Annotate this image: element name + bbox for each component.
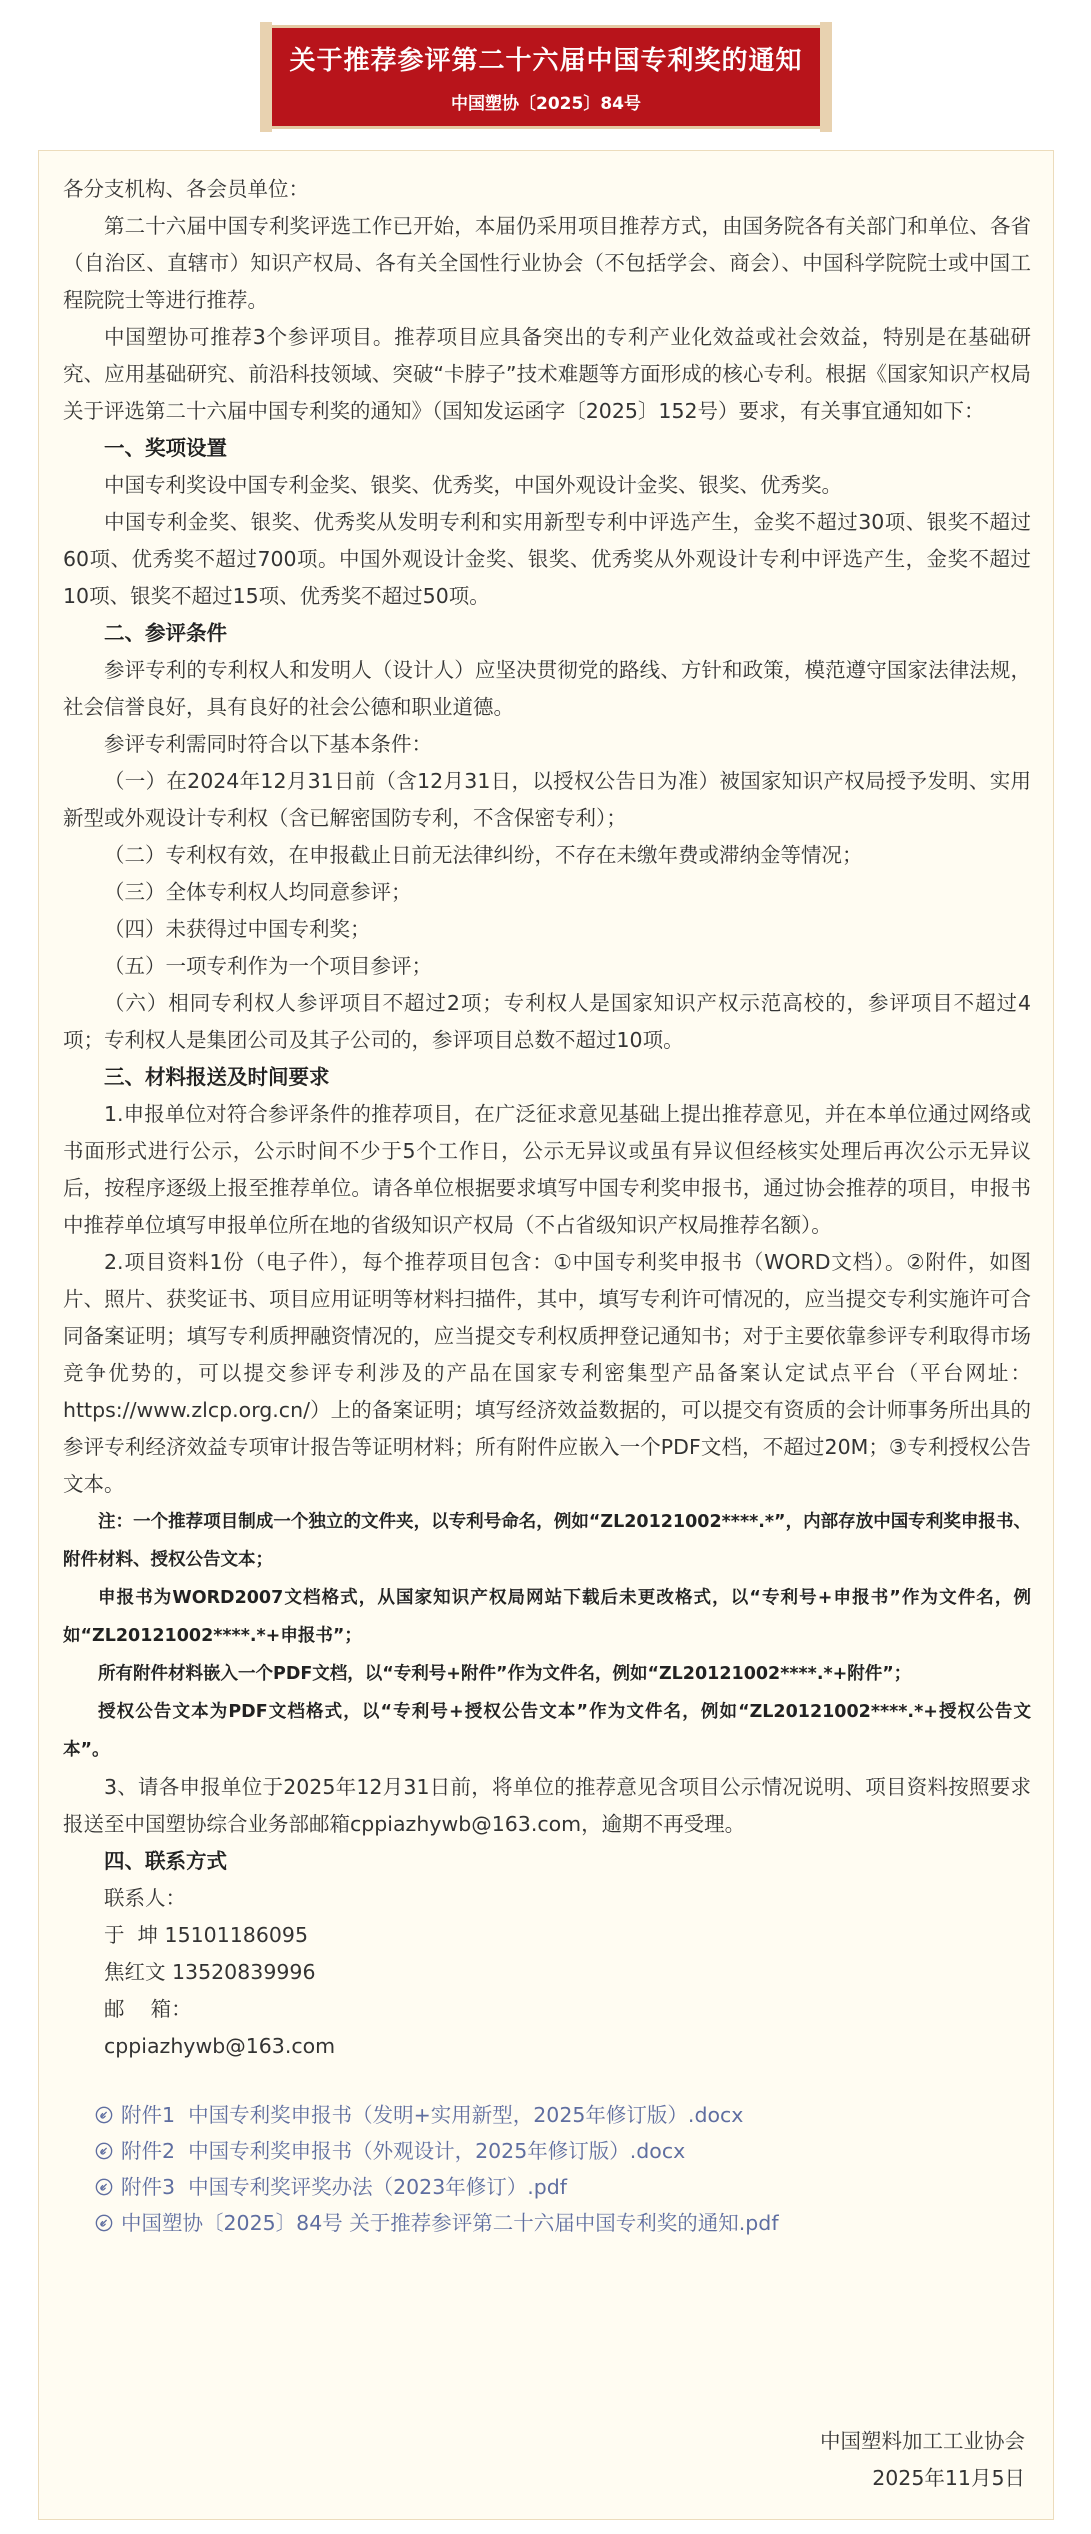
email-label: 邮 箱： (104, 1997, 192, 2021)
section-heading-awards: 一、奖项设置 (104, 436, 227, 460)
note-announcement-text: 授权公告文本为PDF文档格式，以“专利号+授权公告文本”作为文件名，例如“ZL20121002****.*+授权公告文本”。 (63, 1702, 1031, 1760)
notice-body (63, 171, 1031, 2241)
note-folder: 注：一个推荐项目制成一个独立的文件夹，以专利号命名，例如“ZL20121002****.*”，内部存放中国专利奖申报书、附件材料、授权公告文本； (63, 1512, 1031, 1570)
conditions-paragraph-2: 参评专利需同时符合以下基本条件： (104, 732, 432, 756)
section-heading-contact: 四、联系方式 (104, 1849, 227, 1873)
paragraph-intro: 第二十六届中国专利奖评选工作已开始，本届仍采用项目推荐方式，由国务院各有关部门和单位、各省（自治区、直辖市）知识产权局、各有关全国性行业协会（不包括学会、商会）、中国科学院院士或中国工程院院士等进行推荐。 (63, 214, 1031, 312)
section-heading-materials: 三、材料报送及时间要求 (104, 1065, 330, 1089)
salutation: 各分支机构、各会员单位： (63, 177, 309, 201)
attachment-link-2[interactable] (95, 2133, 1031, 2169)
attachment-icon (95, 2106, 113, 2124)
attachment-list (63, 2097, 1031, 2241)
attachment-icon (95, 2142, 113, 2160)
attachment-name: 中国塑协〔2025〕84号 关于推荐参评第二十六届中国专利奖的通知.pdf (121, 2211, 779, 2235)
attachment-link-3[interactable] (95, 2169, 1031, 2205)
signoff-organization: 中国塑料加工工业协会 (820, 2429, 1025, 2453)
materials-paragraph-1: 1.申报单位对符合参评条件的推荐项目，在广泛征求意见基础上提出推荐意见，并在本单位通过网络或书面形式进行公示，公示时间不少于5个工作日，公示无异议或虽有异议但经核实处理后再次公示无异议后，按程序逐级上报至推荐单位。请各单位根据要求填写中国专利奖申报书，通过协会推荐的项目，申报书中推荐单位填写申报单位所在地的省级知识产权局（不占省级知识产权局推荐名额）。 (63, 1102, 1031, 1237)
attachment-name: 附件1 中国专利奖申报书（发明+实用新型，2025年修订版）.docx (121, 2103, 744, 2127)
condition-item: （六）相同专利权人参评项目不超过2项；专利权人是国家知识产权示范高校的，参评项目不超过4项；专利权人是集团公司及其子公司的，参评项目总数不超过10项。 (63, 991, 1031, 1052)
awards-paragraph-1: 中国专利奖设中国专利金奖、银奖、优秀奖，中国外观设计金奖、银奖、优秀奖。 (104, 473, 842, 497)
notice-title: 关于推荐参评第二十六届中国专利奖的通知 (289, 46, 803, 76)
condition-item: （五）一项专利作为一个项目参评； (104, 954, 432, 978)
condition-item: （二）专利权有效，在申报截止日前无法律纠纷，不存在未缴年费或滞纳金等情况； (104, 843, 863, 867)
note-pdf-attachment: 所有附件材料嵌入一个PDF文档，以“专利号+附件”作为文件名，例如“ZL20121002****.*+附件”； (98, 1664, 912, 1684)
doc-number: 中国塑协〔2025〕84号 (451, 94, 641, 114)
attachment-name: 附件3 中国专利奖评奖办法（2023年修订）.pdf (121, 2175, 568, 2199)
contact-label: 联系人： (104, 1886, 186, 1910)
conditions-paragraph-1: 参评专利的专利权人和发明人（设计人）应坚决贯彻党的路线、方针和政策，模范遵守国家法律法规，社会信誉良好，具有良好的社会公德和职业道德。 (63, 658, 1031, 719)
title-banner (270, 28, 822, 126)
condition-item: （三）全体专利权人均同意参评； (104, 880, 412, 904)
attachment-link-4[interactable] (95, 2205, 1031, 2241)
note-word-format: 申报书为WORD2007文档格式，从国家知识产权局网站下载后未更改格式，以“专利号+申报书”作为文件名，例如“ZL20121002****.*+申报书”； (63, 1588, 1031, 1646)
paragraph-quota: 中国塑协可推荐3个参评项目。推荐项目应具备突出的专利产业化效益或社会效益，特别是在基础研究、应用基础研究、前沿科技领域、突破“卡脖子”技术难题等方面形成的核心专利。根据《国家知识产权局关于评选第二十六届中国专利奖的通知》（国知发运函字〔2025〕152号）要求，有关事宜通知如下： (63, 325, 1031, 423)
condition-item: （一）在2024年12月31日前（含12月31日，以授权公告日为准）被国家知识产权局授予发明、实用新型或外观设计专利权（含已解密国防专利，不含保密专利）； (63, 769, 1031, 830)
attachment-name: 附件2 中国专利奖申报书（外观设计，2025年修订版）.docx (121, 2139, 686, 2163)
attachment-icon (95, 2178, 113, 2196)
attachment-link-1[interactable] (95, 2097, 1031, 2133)
contact-person-2: 焦红文 13520839996 (104, 1960, 316, 1984)
materials-paragraph-3: 3、请各申报单位于2025年12月31日前，将单位的推荐意见含项目公示情况说明、项目资料按照要求报送至中国塑协综合业务部邮箱cppiazhywb@163.com，逾期不再受理。 (63, 1775, 1031, 1836)
signoff-date: 2025年11月5日 (872, 2466, 1025, 2490)
notice-panel (38, 150, 1054, 2520)
email-address: cppiazhywb@163.com (104, 2034, 336, 2058)
attachment-icon (95, 2214, 113, 2232)
contact-person-1: 于 坤 15101186095 (104, 1923, 309, 1947)
awards-paragraph-2: 中国专利金奖、银奖、优秀奖从发明专利和实用新型专利中评选产生，金奖不超过30项、银奖不超过60项、优秀奖不超过700项。中国外观设计金奖、银奖、优秀奖从外观设计专利中评选产生，金奖不超过10项、银奖不超过15项、优秀奖不超过50项。 (63, 510, 1031, 608)
banner-left-edge (260, 22, 272, 132)
banner-right-edge (820, 22, 832, 132)
condition-item: （四）未获得过中国专利奖； (104, 917, 371, 941)
section-heading-conditions: 二、参评条件 (104, 621, 227, 645)
materials-paragraph-2: 2.项目资料1份（电子件），每个推荐项目包含：①中国专利奖申报书（WORD文档）。②附件，如图片、照片、获奖证书、项目应用证明等材料扫描件，其中，填写专利许可情况的，应当提交专利实施许可合同备案证明；填写专利质押融资情况的，应当提交专利权质押登记通知书；对于主要依靠参评专利取得市场竞争优势的，可以提交参评专利涉及的产品在国家专利密集型产品备案认定试点平台（平台网址：https://www.zlcp.org.cn/）上的备案证明；填写经济效益数据的，可以提交有资质的会计师事务所出具的参评专利经济效益专项审计报告等证明材料；所有附件应嵌入一个PDF文档，不超过20M；③专利授权公告文本。 (63, 1250, 1031, 1496)
signoff (820, 2423, 1025, 2497)
